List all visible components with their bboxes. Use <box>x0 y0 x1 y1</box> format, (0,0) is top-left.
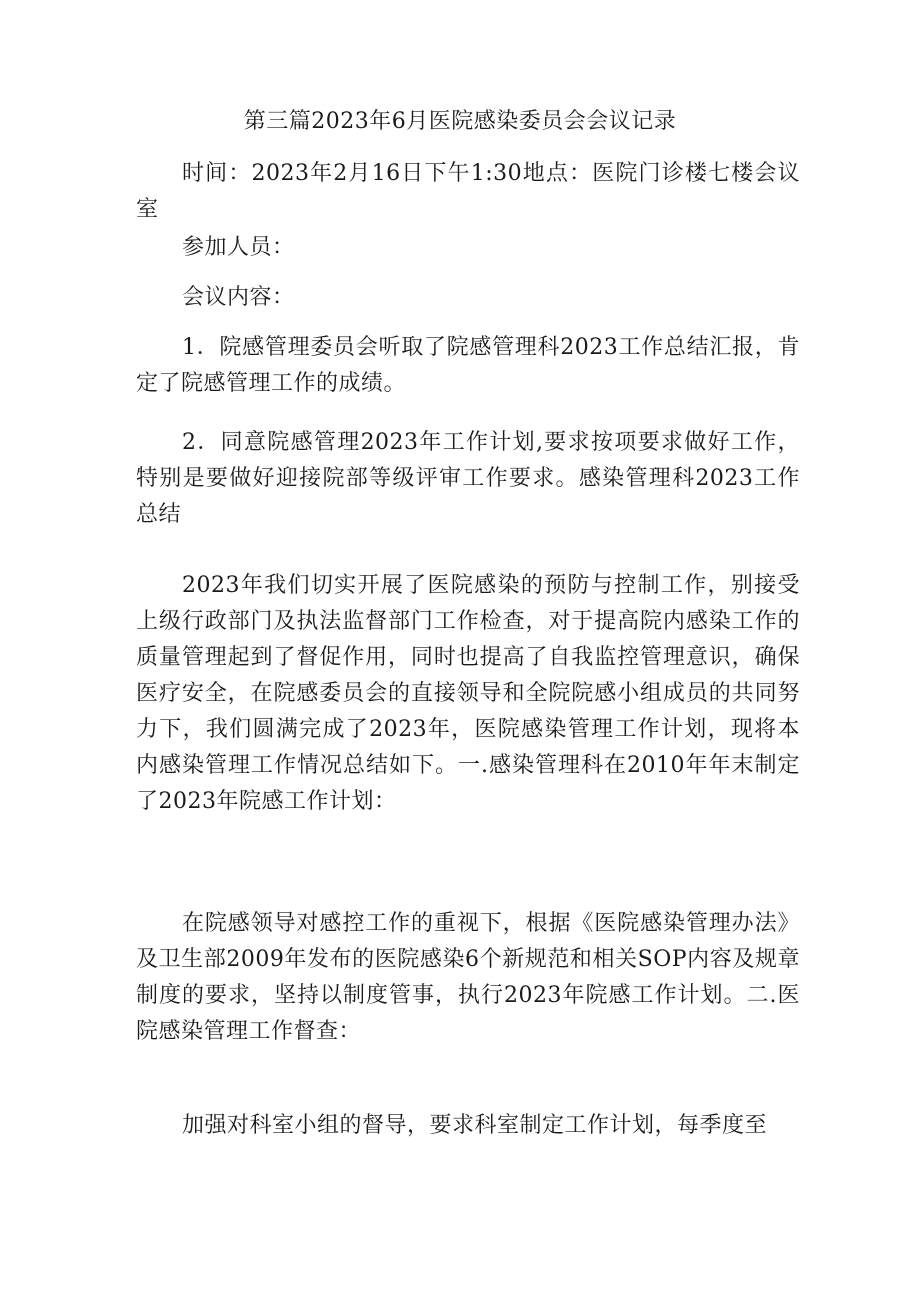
supervision-paragraph: 加强对科室小组的督导，要求科室制定工作计划，每季度至 <box>182 1113 768 1138</box>
item-2-paragraph: 2．同意院感管理2023年工作计划,要求按项要求做好工作，特别是要做好迎接院部等级评审工作要求。感染管理科2023工作总结 <box>136 430 800 527</box>
meeting-content-label: 会议内容： <box>182 285 295 310</box>
summary-paragraph: 2023年我们切实开展了医院感染的预防与控制工作，别接受上级行政部门及执法监督部门工作检查，对于提高院内感染工作的质量管理起到了督促作用，同时也提高了自我监控管理意识，确保医疗安全，在院感委员会的直接领导和全院院感小组成员的共同努力下，我们圆满完成了2023年，医院感染管理工作计划，现将本内感染管理工作情况总结如下。一.感染管理科在2010年年末制定了2023年院感工作计划： <box>136 573 800 814</box>
meeting-time-location: 时间：2023年2月16日下午1:30地点：医院门诊楼七楼会议室 <box>136 161 800 222</box>
item-1-paragraph: 1．院感管理委员会听取了院感管理科2023工作总结汇报，肯定了院感管理工作的成绩。 <box>136 335 800 396</box>
document-title: 第三篇2023年6月医院感染委员会会议记录 <box>243 109 677 134</box>
regulations-paragraph: 在院感领导对感控工作的重视下，根据《医院感染管理办法》及卫生部2009年发布的医院感染6个新规范和相关SOP内容及规章制度的要求，坚持以制度管事，执行2023年院感工作计划。二.医院感染管理工作督查： <box>136 911 800 1044</box>
attendees-label: 参加人员： <box>182 235 295 260</box>
